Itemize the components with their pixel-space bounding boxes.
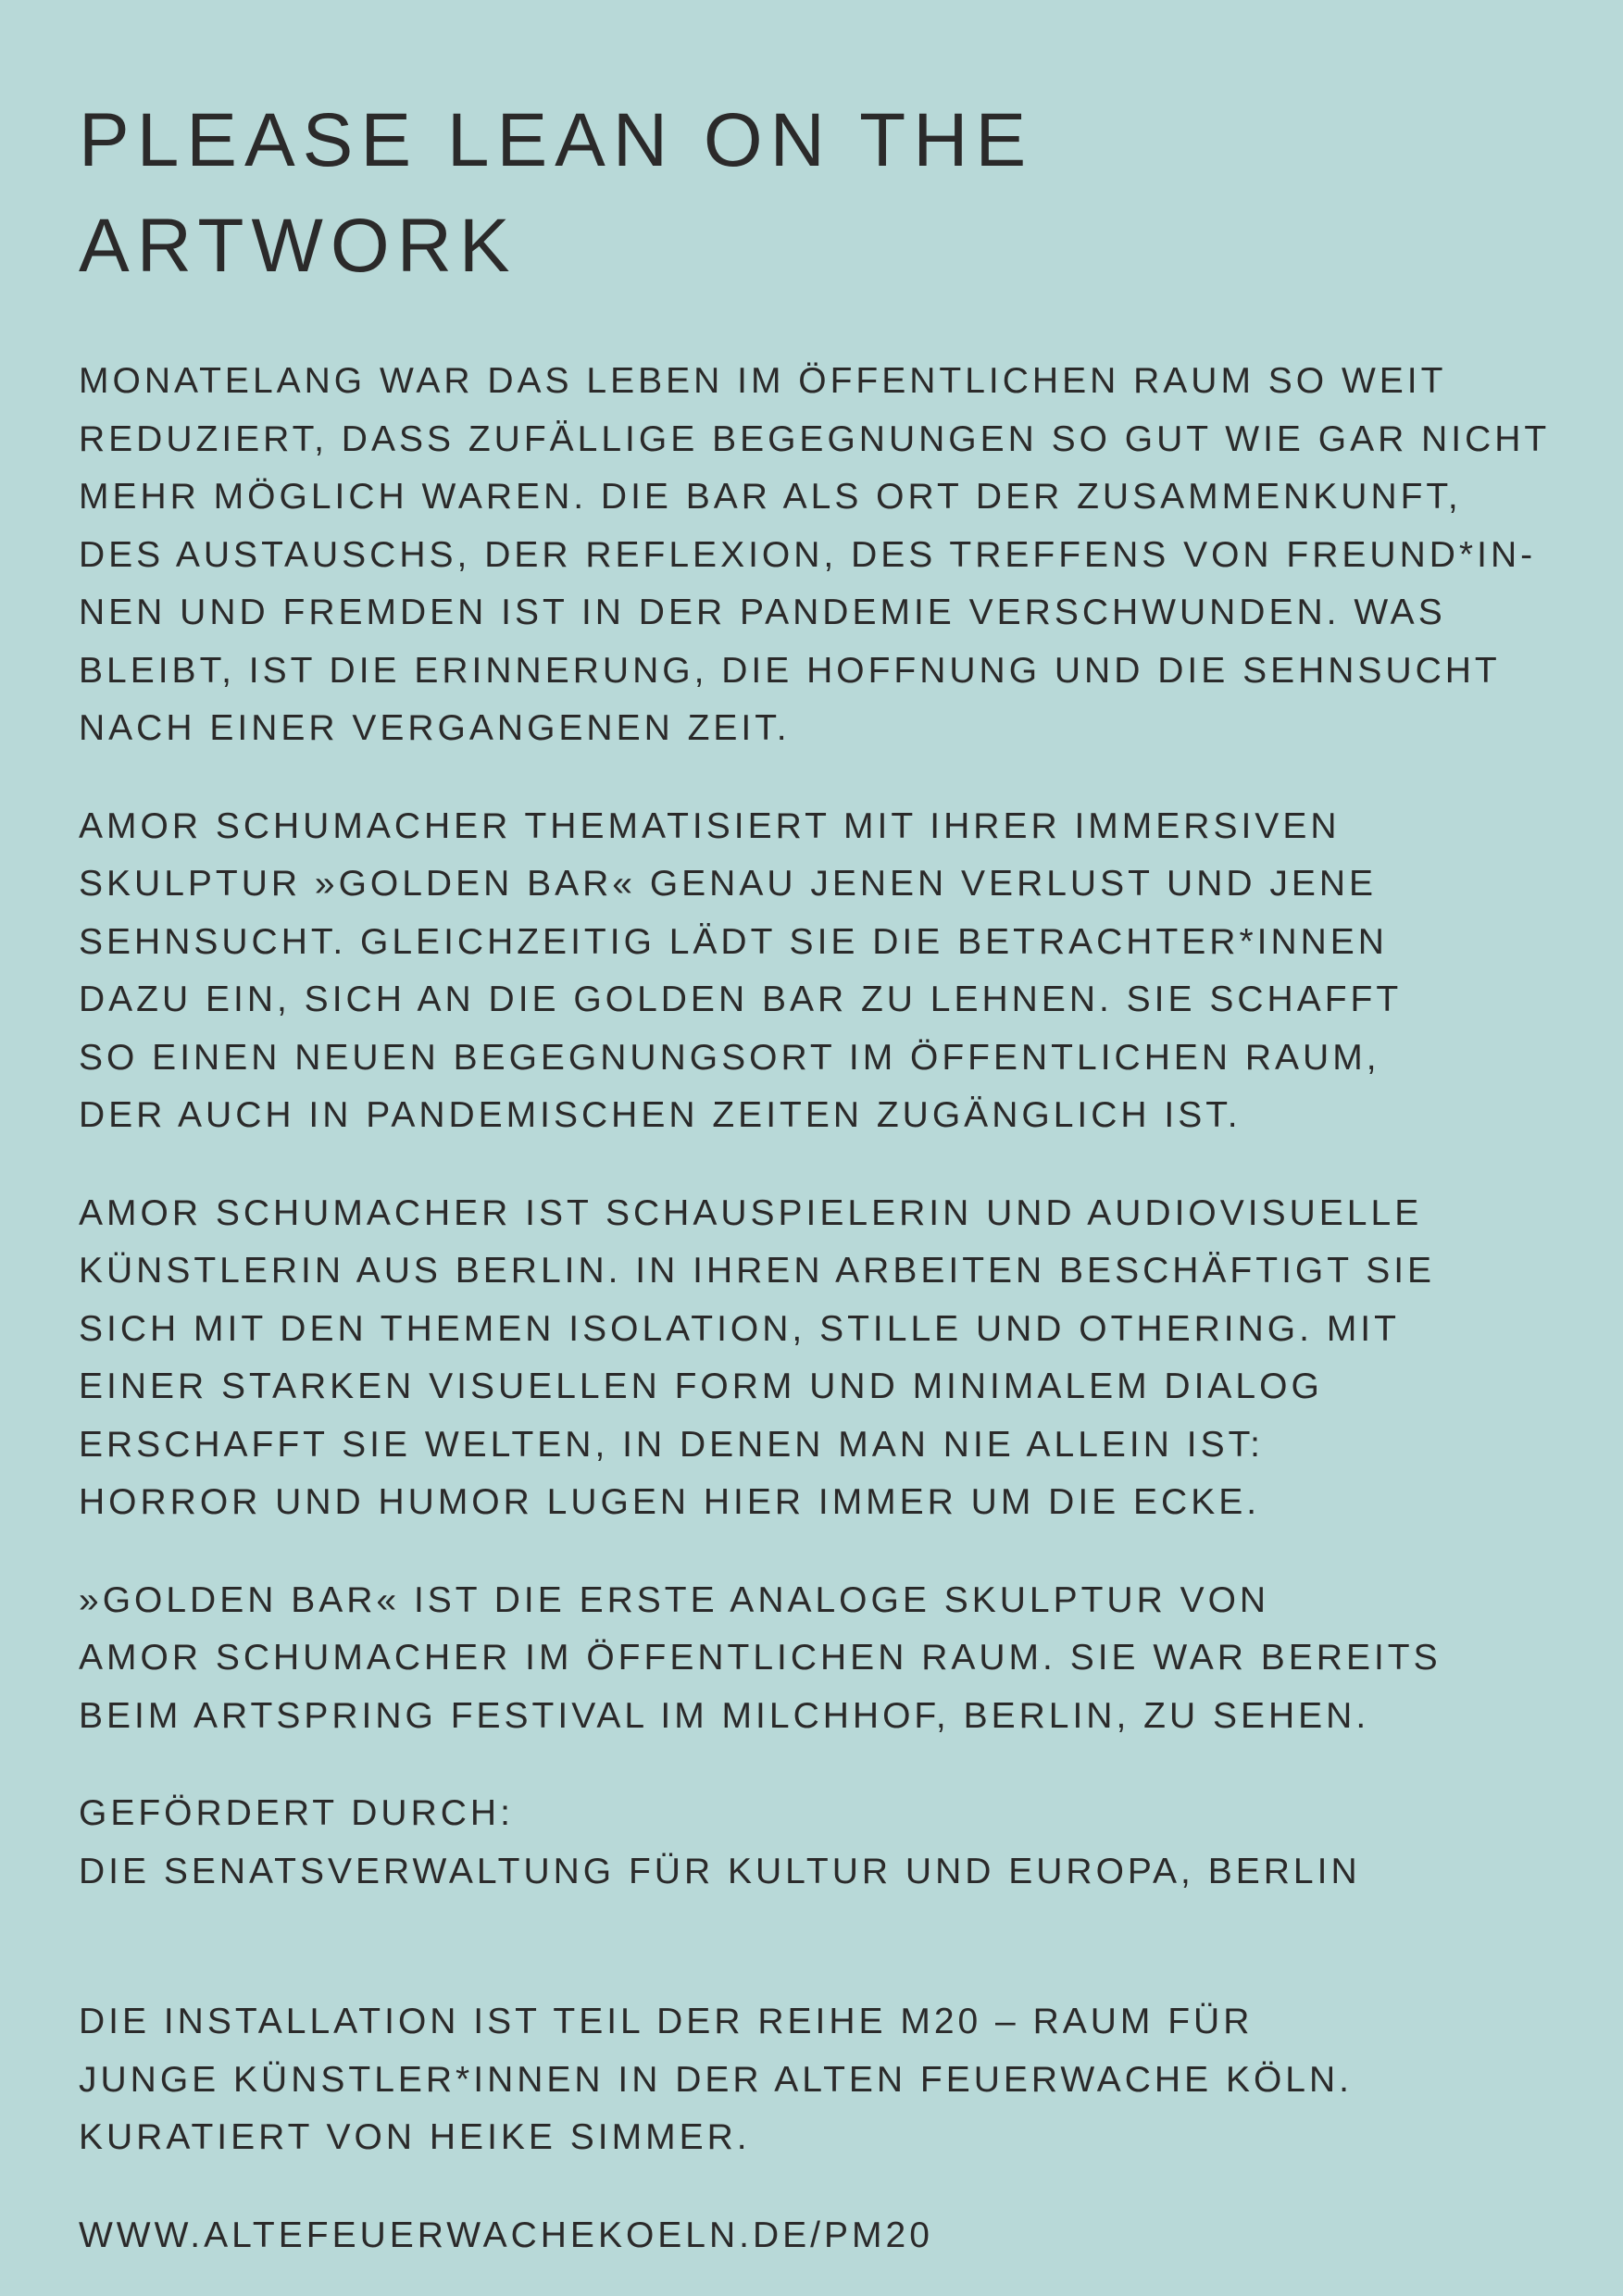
text-line: AMOR SCHUMACHER THEMATISIERT MIT IHRER IMMERSIVEN xyxy=(79,805,1341,846)
paragraph-series-info xyxy=(79,1993,1560,2167)
text-line: JUNGE KÜNSTLER*INNEN IN DER ALTEN FEUERWACHE KÖLN. xyxy=(79,2059,1353,2100)
text-line: DAZU EIN, SICH AN DIE GOLDEN BAR ZU LEHNEN. SIE SCHAFFT xyxy=(79,980,1403,1019)
text-line: DIE INSTALLATION IST TEIL DER REIHE M20 – RAUM FÜR xyxy=(79,2002,1254,2041)
text-line: BEIM ARTSPRING FESTIVAL IM MILCHHOF, BERLIN, ZU SEHEN. xyxy=(79,1695,1370,1736)
text-line: REDUZIERT, DASS ZUFÄLLIGE BEGEGNUNGEN SO GUT WIE GAR NICHT xyxy=(79,418,1551,459)
paragraph-intro xyxy=(79,353,1560,758)
text-line: DES AUSTAUSCHS, DER REFLEXION, DES TREFFENS VON FREUND*IN- xyxy=(79,534,1537,575)
text-line: SO EINEN NEUEN BEGEGNUNGSORT IM ÖFFENTLICHEN RAUM, xyxy=(79,1037,1380,1078)
text-line: MEHR MÖGLICH WAREN. DIE BAR ALS ORT DER ZUSAMMENKUNFT, xyxy=(79,477,1462,517)
text-line: SKULPTUR »GOLDEN BAR« GENAU JENEN VERLUST UND JENE xyxy=(79,864,1378,904)
paragraph-exhibition-history xyxy=(79,1572,1560,1746)
page-content xyxy=(79,88,1560,2265)
text-line: NEN UND FREMDEN IST IN DER PANDEMIE VERSCHWUNDEN. WAS xyxy=(79,593,1446,632)
text-line: SICH MIT DEN THEMEN ISOLATION, STILLE UND OTHERING. MIT xyxy=(79,1308,1400,1349)
text-line: DIE SENATSVERWALTUNG FÜR KULTUR UND EUROPA, BERLIN xyxy=(79,1851,1361,1891)
text-line: AMOR SCHUMACHER IST SCHAUSPIELERIN UND AUDIOVISUELLE xyxy=(79,1192,1423,1233)
page-title: PLEASE LEAN ON THE ARTWORK xyxy=(79,98,1034,288)
text-line: AMOR SCHUMACHER IM ÖFFENTLICHEN RAUM. SIE WAR BEREITS xyxy=(79,1638,1442,1678)
text-line: EINER STARKEN VISUELLEN FORM UND MINIMALEM DIALOG xyxy=(79,1366,1323,1406)
text-line: KURATIERT VON HEIKE SIMMER. xyxy=(79,2117,751,2157)
text-line: »GOLDEN BAR« IST DIE ERSTE ANALOGE SKULPTUR VON xyxy=(79,1579,1270,1620)
paragraph-artwork xyxy=(79,798,1560,1145)
text-line: HORROR UND HUMOR LUGEN HIER IMMER UM DIE ECKE. xyxy=(79,1482,1261,1522)
website-url: WWW.ALTEFEUERWACHEKOELN.DE/PM20 xyxy=(79,2215,933,2255)
text-line: SEHNSUCHT. GLEICHZEITIG LÄDT SIE DIE BETRACHTER*INNEN xyxy=(79,921,1388,962)
text-line: MONATELANG WAR DAS LEBEN IM ÖFFENTLICHEN RAUM SO WEIT xyxy=(79,361,1447,401)
text-line: DER AUCH IN PANDEMISCHEN ZEITEN ZUGÄNGLICH IST. xyxy=(79,1095,1242,1135)
text-line: NACH EINER VERGANGENEN ZEIT. xyxy=(79,708,791,748)
text-line: BLEIBT, IST DIE ERINNERUNG, DIE HOFFNUNG UND DIE SEHNSUCHT xyxy=(79,650,1501,691)
paragraph-funding xyxy=(79,1785,1560,1901)
text-line: GEFÖRDERT DURCH: xyxy=(79,1793,514,1833)
text-line: KÜNSTLERIN AUS BERLIN. IN IHREN ARBEITEN BESCHÄFTIGT SIE xyxy=(79,1251,1436,1291)
paragraph-artist-bio xyxy=(79,1185,1560,1532)
text-line: ERSCHAFFT SIE WELTEN, IN DENEN MAN NIE ALLEIN IST: xyxy=(79,1424,1264,1465)
